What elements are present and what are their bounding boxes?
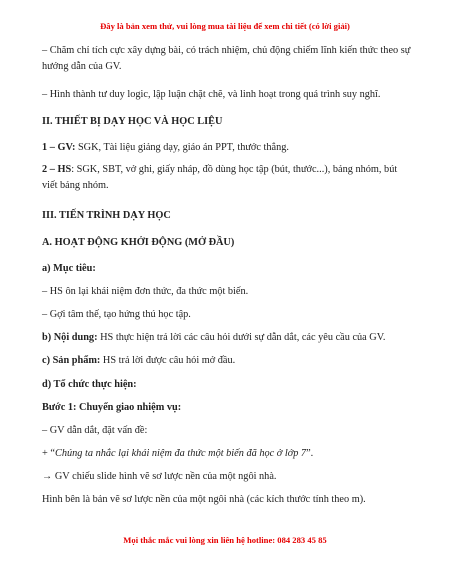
paragraph-gv-equipment	[42, 140, 412, 156]
paragraph-quote	[42, 446, 412, 462]
paragraph-lead: – GV dẫn dắt, đặt vấn đề:	[42, 425, 148, 436]
hotline-notice: Mọi thắc mắc vui lòng xin liên hệ hotline: 084 283 45 85	[123, 535, 327, 545]
heading-equipment: II. THIẾT BỊ DẠY HỌC VÀ HỌC LIỆU	[42, 116, 223, 127]
preview-notice: Đây là bản xem thử, vui lòng mua tài liệu để xem chi tiết (có lời giải)	[100, 21, 350, 31]
paragraph-figure: Hình bên là bản vẽ sơ lược nền của một ngôi nhà (các kích thước tính theo m).	[42, 494, 366, 505]
heading-activity: A. HOẠT ĐỘNG KHỞI ĐỘNG (MỞ ĐẦU)	[42, 237, 235, 248]
paragraph-product	[42, 353, 412, 369]
heading-organization: d) Tổ chức thực hiện:	[42, 379, 137, 390]
paragraph-diligence: – Chăm chỉ tích cực xây dựng bài, có trách nhiệm, chủ động chiếm lĩnh kiến thức theo sự hướng dẫn của GV.	[42, 45, 411, 72]
heading-goal: a) Mục tiêu:	[42, 263, 96, 274]
gv-text: SGK, Tài liệu giảng dạy, giáo án PPT, thước thẳng.	[75, 142, 289, 153]
content-text: HS thực hiện trả lời các câu hỏi dưới sự dẫn dắt, các yêu cầu của GV.	[97, 332, 386, 343]
quote-text: Chúng ta nhắc lại khái niệm đa thức một biến đã học ở lớp 7	[54, 448, 307, 459]
quote-suffix: ”.	[306, 448, 314, 459]
hs-label: 2 – HS	[42, 164, 72, 175]
heading-process: III. TIẾN TRÌNH DẠY HỌC	[42, 210, 171, 221]
hs-text: : SGK, SBT, vở ghi, giấy nháp, đồ dùng học tập (bút, thước...), bảng nhóm, bút viết bảng nhóm.	[42, 164, 398, 191]
content-label: b) Nội dung:	[42, 332, 98, 343]
product-label: c) Sản phẩm:	[42, 355, 101, 366]
heading-step-1: Bước 1: Chuyển giao nhiệm vụ:	[42, 402, 182, 413]
gv-label: 1 – GV:	[42, 142, 76, 153]
paragraph-logic: – Hình thành tư duy logic, lập luận chặt chẽ, và linh hoạt trong quá trình suy nghĩ.	[42, 89, 381, 100]
product-text: HS trả lời được câu hỏi mở đầu.	[100, 355, 236, 366]
quote-prefix: + “	[42, 448, 55, 459]
paragraph-hs-equipment	[42, 162, 412, 194]
goal-item: – Gợi tâm thế, tạo hứng thú học tập.	[42, 309, 191, 320]
goal-item: – HS ôn lại khái niệm đơn thức, đa thức một biến.	[42, 286, 249, 297]
paragraph-slide: → GV chiếu slide hình vẽ sơ lược nền của một ngôi nhà.	[42, 471, 277, 482]
paragraph-content	[42, 330, 412, 346]
